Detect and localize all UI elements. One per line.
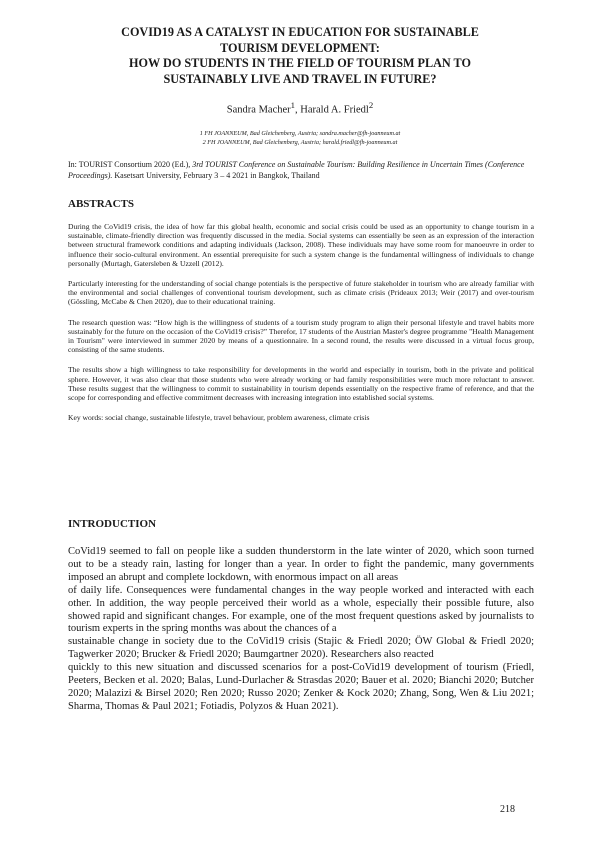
author-name: Sandra Macher bbox=[226, 104, 291, 116]
proceedings-title: 3rd TOURIST Conference on Sustainable Tourism: Building Resilience in Uncertain Times (Conference Proceedings). bbox=[68, 160, 525, 180]
paper-title bbox=[60, 25, 540, 87]
abstract-body bbox=[68, 222, 534, 433]
author-list bbox=[0, 100, 600, 116]
affiliation-line: 2 FH JOANNEUM, Bad Gleichenberg, Austria; harald.friedl@fh-joanneum.at bbox=[202, 139, 398, 146]
author-name: Harald A. Friedl bbox=[300, 104, 369, 116]
title-line: HOW DO STUDENTS IN THE FIELD OF TOURISM PLAN TO bbox=[129, 56, 471, 70]
abstract-paragraph: During the CoVid19 crisis, the idea of how far this global health, economic and social crisis could be used as an opportunity to change tourism in a sustainable, climate-friendly direction was frequently discussed in the media. Social systems can essentially be seen as an expression of the interaction between structural framework conditions and adapting individuals (Jackson, 2008). These individuals may have some room for manoeuvre in order to influence their socio-cultural environment. An essential prerequisite for such a system change is the fundamental willingness of individuals to change personally (Murtagh, Gatersleben & Uzzell (2012). bbox=[68, 222, 534, 268]
abstract-heading: ABSTRACTS bbox=[68, 198, 135, 210]
introduction-heading: INTRODUCTION bbox=[68, 518, 157, 530]
source-citation bbox=[68, 160, 534, 181]
abstract-paragraph: Particularly interesting for the understanding of social change potentials is the perspective of future stakeholder in tourism who are already familiar with the environmental and social challenges of conventional tourism development, such as climate crisis (Prideaux 2013; Weir (2017) and over-tourism (Gössling, McCabe & Chen 2020), due to their educational training. bbox=[68, 279, 534, 307]
author-affiliation-marker: 1 bbox=[290, 100, 296, 110]
author-separator: , bbox=[295, 104, 301, 116]
title-line: TOURISM DEVELOPMENT: bbox=[220, 40, 380, 55]
affiliation-line: 1 FH JOANNEUM, Bad Gleichenberg, Austria; sandra.macher@fh-joanneum.at bbox=[199, 130, 401, 137]
title-line: SUSTAINABLY LIVE AND TRAVEL IN FUTURE? bbox=[163, 71, 437, 86]
affiliations bbox=[0, 129, 600, 147]
source-prefix: In: TOURIST Consortium 2020 (Ed.), bbox=[68, 160, 193, 169]
author-affiliation-marker: 2 bbox=[368, 100, 374, 110]
page-number: 218 bbox=[500, 804, 515, 815]
source-suffix: Kasetsart University, February 3 – 4 2021 in Bangkok, Thailand bbox=[112, 170, 320, 180]
title-line: COVID19 AS A CATALYST IN EDUCATION FOR SUSTAINABLE bbox=[121, 25, 479, 39]
abstract-paragraph: The results show a high willingness to take responsibility for developments in the world and especially in tourism, both in the private and political sphere. However, it was also clear that those students who were already working or had family responsibilities were much more reluctant to answer. These results suggest that the willingness to commit to sustainability in tourism depends essentially on the respective frame of reference, and that the scope for corresponding and effective commitment decreases with increasing integration into established social systems. bbox=[68, 365, 534, 403]
abstract-paragraph: The research question was: “How high is the willingness of students of a tourism study program to align their personal lifestyle and travel habits more sustainably for the future on the occasion of the CoVid19 crisis?” Therefor, 17 students of the Austrian Master's degree programme "Health Management in Tourism" were interviewed in summer 2020 by means of a questionnaire. In a second round, the results were discussed in a virtual focus group, consisting of the same students. bbox=[68, 317, 534, 355]
keywords: Key words: social change, sustainable lifestyle, travel behaviour, problem awareness, climate crisis bbox=[68, 413, 370, 423]
introduction-text: CoVid19 seemed to fall on people like a sudden thunderstorm in the late winter of 2020, which soon turned out to be a steady rain, lasting for longer than a year. In order to fight the pandemic, many governments imposed an abrupt and complete lockdown, with enormous impact on all areas of daily life. Consequences were fundamental changes in the way people worked and interacted with each other. In addition, the way people perceived their world as a whole, especially their possible future, also showed rapid and significant changes. For example, one of the most frequent questions asked by journalists to tourism experts in the spring months was about the chances of a sustainable change in society due to the CoVid19 crisis (Stajic & Friedl 2020; ÖW Global & Friedl 2020; Tagwerker 2020; Brucker & Friedl 2020; Baumgartner 2020). Researchers also reacted quickly to this new situation and discussed scenarios for a post-CoVid19 development of tourism (Friedl, Peeters, Becken et al. 2020; Balas, Lund-Durlacher & Strasdas 2020; Bauer et al. 2020; Bianchi 2020; Butcher 2020; Malazizi & Birsel 2020; Ren 2020; Russo 2020; Zenker & Kock 2020; Zhang, Song, Wen & Liu 2021; Sharma, Thomas & Paul 2021; Fotiadis, Polyzos & Huan 2021). bbox=[68, 546, 534, 712]
